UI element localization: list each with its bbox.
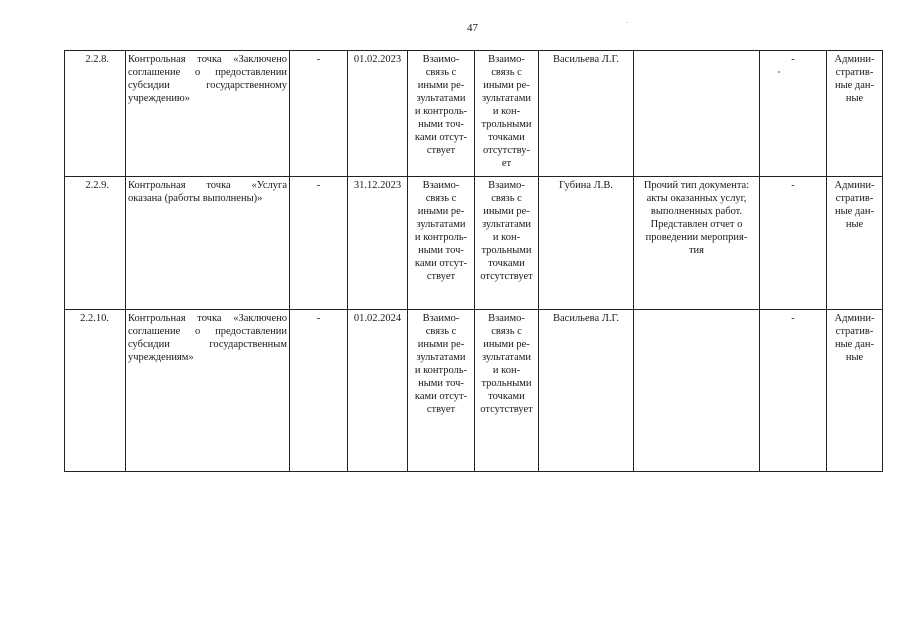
empty-dash-cell: - xyxy=(290,310,348,472)
responsible-person: Губина Л.В. xyxy=(539,177,634,310)
control-point-name: Контрольная точка «Заключено соглашение о предоставлении субсидии государственному учреждению» xyxy=(126,51,290,177)
responsible-person: Васильева Л.Г. xyxy=(539,310,634,472)
empty-dash-cell: - xyxy=(290,51,348,177)
responsible-person: Васильева Л.Г. xyxy=(539,51,634,177)
row-number: 2.2.10. xyxy=(65,310,126,472)
empty-dash-cell: - xyxy=(760,51,827,177)
scan-speck xyxy=(778,71,780,73)
deadline-date: 01.02.2024 xyxy=(348,310,408,472)
relation-cell: Взаимо- связь с иными ре- зультатами и контроль- ными точ- ками отсут- ствует xyxy=(408,177,475,310)
data-source: Админи- стратив- ные дан- ные xyxy=(827,177,883,310)
control-points-table xyxy=(64,50,883,472)
table-row xyxy=(65,177,883,310)
relation-cell: Взаимо- связь с иными ре- зультатами и кон- трольными точками отсутствует xyxy=(475,310,539,472)
deadline-date: 01.02.2023 xyxy=(348,51,408,177)
relation-cell: Взаимо- связь с иными ре- зультатами и кон- трольными точками отсутству- ет xyxy=(475,51,539,177)
data-source: Админи- стратив- ные дан- ные xyxy=(827,310,883,472)
scan-speck xyxy=(627,22,628,23)
empty-dash-cell: - xyxy=(290,177,348,310)
relation-cell: Взаимо- связь с иными ре- зультатами и кон- трольными точками отсутствует xyxy=(475,177,539,310)
empty-dash-cell: - xyxy=(760,177,827,310)
page-number: 47 xyxy=(467,22,478,34)
document-type: Прочий тип документа: акты оказанных услуг, выполненных работ. Представлен отчет о проведении мероприя- тия xyxy=(634,177,760,310)
row-number: 2.2.9. xyxy=(65,177,126,310)
relation-cell: Взаимо- связь с иными ре- зультатами и контроль- ными точ- ками отсут- ствует xyxy=(408,310,475,472)
empty-dash-cell: - xyxy=(760,310,827,472)
relation-cell: Взаимо- связь с иными ре- зультатами и контроль- ными точ- ками отсут- ствует xyxy=(408,51,475,177)
data-source: Админи- стратив- ные дан- ные xyxy=(827,51,883,177)
control-point-name: Контрольная точка «Услуга оказана (работы выполнены)» xyxy=(126,177,290,310)
document-type xyxy=(634,310,760,472)
control-point-name: Контрольная точка «Заключено соглашение о предоставлении субсидии государственным учреждениям» xyxy=(126,310,290,472)
document-type xyxy=(634,51,760,177)
deadline-date: 31.12.2023 xyxy=(348,177,408,310)
table-row xyxy=(65,51,883,177)
table-row xyxy=(65,310,883,472)
row-number: 2.2.8. xyxy=(65,51,126,177)
